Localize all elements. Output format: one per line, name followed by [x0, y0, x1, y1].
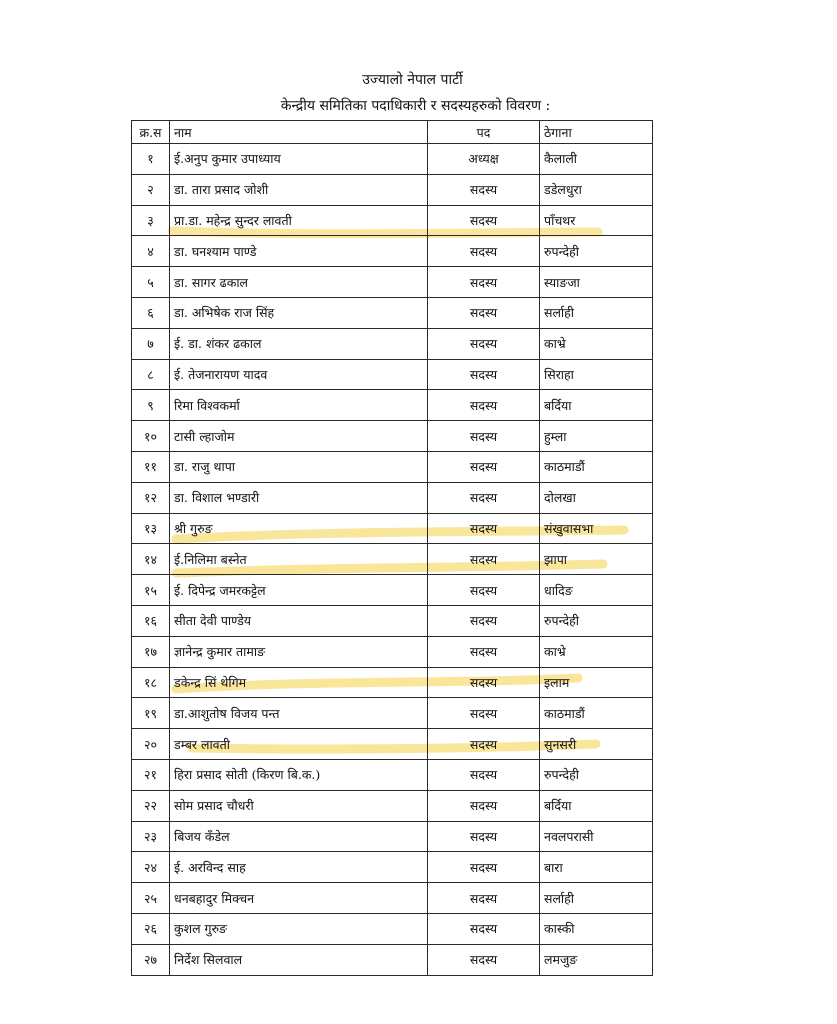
cell-address: स्याङजा [540, 267, 653, 298]
cell-serial: ९ [132, 390, 170, 421]
cell-serial: १४ [132, 544, 170, 575]
cell-serial: ८ [132, 359, 170, 390]
cell-address: सुनसरी [540, 729, 653, 760]
header-address: ठेगाना [540, 121, 653, 144]
cell-address: पाँचथर [540, 205, 653, 236]
document-title: उज्यालो नेपाल पार्टी [362, 72, 463, 88]
cell-address: झापा [540, 544, 653, 575]
cell-post: सदस्य [428, 451, 540, 482]
cell-post: सदस्य [428, 328, 540, 359]
cell-serial: २७ [132, 944, 170, 975]
cell-serial: २ [132, 174, 170, 205]
cell-serial: ११ [132, 451, 170, 482]
cell-post: सदस्य [428, 205, 540, 236]
cell-address: बर्दिया [540, 390, 653, 421]
cell-name: टासी ल्हाजोम [170, 421, 428, 452]
cell-serial: १० [132, 421, 170, 452]
cell-post: सदस्य [428, 913, 540, 944]
cell-name: धनबहादुर मिक्चन [170, 883, 428, 914]
cell-serial: २१ [132, 759, 170, 790]
table-row [132, 205, 653, 236]
cell-address: इलाम [540, 667, 653, 698]
cell-name: ई. दिपेन्द्र जमरकट्टेल [170, 575, 428, 606]
table-row [132, 883, 653, 914]
cell-name: हिरा प्रसाद सोती (किरण बि.क.) [170, 759, 428, 790]
cell-serial: १२ [132, 482, 170, 513]
cell-name: बिजय कँडेल [170, 821, 428, 852]
table-header-row [132, 121, 653, 144]
table-row [132, 482, 653, 513]
cell-name: डा. तारा प्रसाद जोशी [170, 174, 428, 205]
cell-address: सिराहा [540, 359, 653, 390]
cell-address: सर्लाही [540, 883, 653, 914]
table-row [132, 267, 653, 298]
document-subtitle: केन्द्रीय समितिका पदाधिकारी र सदस्यहरुको विवरण : [280, 98, 551, 114]
table-row [132, 698, 653, 729]
cell-name: निर्देश सिलवाल [170, 944, 428, 975]
cell-name: प्रा.डा. महेन्द्र सुन्दर लावती [170, 205, 428, 236]
cell-address: नवलपरासी [540, 821, 653, 852]
header-name: नाम [170, 121, 428, 144]
cell-name: ई. डा. शंकर ढकाल [170, 328, 428, 359]
cell-address: बर्दिया [540, 790, 653, 821]
cell-name: ज्ञानेन्द्र कुमार तामाङ [170, 636, 428, 667]
cell-serial: १३ [132, 513, 170, 544]
cell-serial: २४ [132, 852, 170, 883]
cell-post: सदस्य [428, 236, 540, 267]
table-row [132, 390, 653, 421]
cell-address: रुपन्देही [540, 236, 653, 267]
cell-post: सदस्य [428, 698, 540, 729]
cell-post: सदस्य [428, 605, 540, 636]
cell-post: सदस्य [428, 359, 540, 390]
cell-serial: ३ [132, 205, 170, 236]
cell-name: सीता देवी पाण्डेय [170, 605, 428, 636]
cell-name: ई. तेजनारायण यादव [170, 359, 428, 390]
cell-name: डा. घनश्याम पाण्डे [170, 236, 428, 267]
cell-post: सदस्य [428, 821, 540, 852]
table-row [132, 575, 653, 606]
cell-post: सदस्य [428, 759, 540, 790]
header-serial: क्र.स [132, 121, 170, 144]
table-row [132, 297, 653, 328]
cell-post: सदस्य [428, 513, 540, 544]
cell-name: डा.आशुतोष विजय पन्त [170, 698, 428, 729]
cell-address: कैलाली [540, 144, 653, 175]
cell-name: कुशल गुरुङ [170, 913, 428, 944]
table-row [132, 852, 653, 883]
cell-name: डम्बर लावती [170, 729, 428, 760]
table-row [132, 451, 653, 482]
cell-address: दोलखा [540, 482, 653, 513]
table-row [132, 759, 653, 790]
cell-address: काभ्रे [540, 328, 653, 359]
cell-serial: २५ [132, 883, 170, 914]
cell-post: सदस्य [428, 421, 540, 452]
cell-address: रुपन्देही [540, 759, 653, 790]
cell-serial: २६ [132, 913, 170, 944]
table-row [132, 605, 653, 636]
cell-name: डा. अभिषेक राज सिंह [170, 297, 428, 328]
cell-post: सदस्य [428, 575, 540, 606]
table-row [132, 359, 653, 390]
table-row [132, 513, 653, 544]
cell-post: सदस्य [428, 636, 540, 667]
table-row [132, 636, 653, 667]
cell-serial: ५ [132, 267, 170, 298]
cell-name: डा. विशाल भण्डारी [170, 482, 428, 513]
table-row [132, 236, 653, 267]
cell-post: सदस्य [428, 790, 540, 821]
table-row [132, 667, 653, 698]
members-table [131, 120, 653, 976]
cell-post: सदस्य [428, 852, 540, 883]
cell-name: ई. अरविन्द साह [170, 852, 428, 883]
cell-serial: २० [132, 729, 170, 760]
cell-address: धादिङ [540, 575, 653, 606]
cell-address: डडेलधुरा [540, 174, 653, 205]
cell-address: काठमाडौं [540, 451, 653, 482]
cell-name: डकेन्द्र सिं थेगिम [170, 667, 428, 698]
table-row [132, 144, 653, 175]
cell-post: सदस्य [428, 297, 540, 328]
cell-post: सदस्य [428, 883, 540, 914]
cell-serial: १९ [132, 698, 170, 729]
cell-address: लमजुङ [540, 944, 653, 975]
cell-serial: १ [132, 144, 170, 175]
table-row [132, 544, 653, 575]
cell-post: सदस्य [428, 482, 540, 513]
cell-address: हुम्ला [540, 421, 653, 452]
cell-serial: ६ [132, 297, 170, 328]
cell-serial: १७ [132, 636, 170, 667]
cell-address: संखुवासभा [540, 513, 653, 544]
header-post: पद [428, 121, 540, 144]
cell-post: अध्यक्ष [428, 144, 540, 175]
cell-post: सदस्य [428, 729, 540, 760]
cell-serial: ७ [132, 328, 170, 359]
table-row [132, 790, 653, 821]
table-row [132, 421, 653, 452]
cell-post: सदस्य [428, 944, 540, 975]
cell-address: बारा [540, 852, 653, 883]
table-row [132, 729, 653, 760]
cell-name: डा. सागर ढकाल [170, 267, 428, 298]
cell-serial: २३ [132, 821, 170, 852]
cell-address: रुपन्देही [540, 605, 653, 636]
table-row [132, 821, 653, 852]
cell-address: कास्की [540, 913, 653, 944]
cell-name: सोम प्रसाद चौधरी [170, 790, 428, 821]
cell-post: सदस्य [428, 174, 540, 205]
table-row [132, 328, 653, 359]
table-row [132, 913, 653, 944]
cell-name: डा. राजु थापा [170, 451, 428, 482]
cell-address: काठमाडौं [540, 698, 653, 729]
cell-name: ई.अनुप कुमार उपाध्याय [170, 144, 428, 175]
table-row [132, 174, 653, 205]
cell-name: श्री गुरुङ [170, 513, 428, 544]
cell-name: ई.निलिमा बस्नेत [170, 544, 428, 575]
cell-address: सर्लाही [540, 297, 653, 328]
cell-post: सदस्य [428, 390, 540, 421]
cell-name: रिमा विश्वकर्मा [170, 390, 428, 421]
table-row [132, 944, 653, 975]
cell-serial: ४ [132, 236, 170, 267]
cell-serial: १५ [132, 575, 170, 606]
cell-post: सदस्य [428, 267, 540, 298]
cell-post: सदस्य [428, 667, 540, 698]
cell-serial: २२ [132, 790, 170, 821]
cell-address: काभ्रे [540, 636, 653, 667]
cell-serial: १८ [132, 667, 170, 698]
cell-post: सदस्य [428, 544, 540, 575]
cell-serial: १६ [132, 605, 170, 636]
